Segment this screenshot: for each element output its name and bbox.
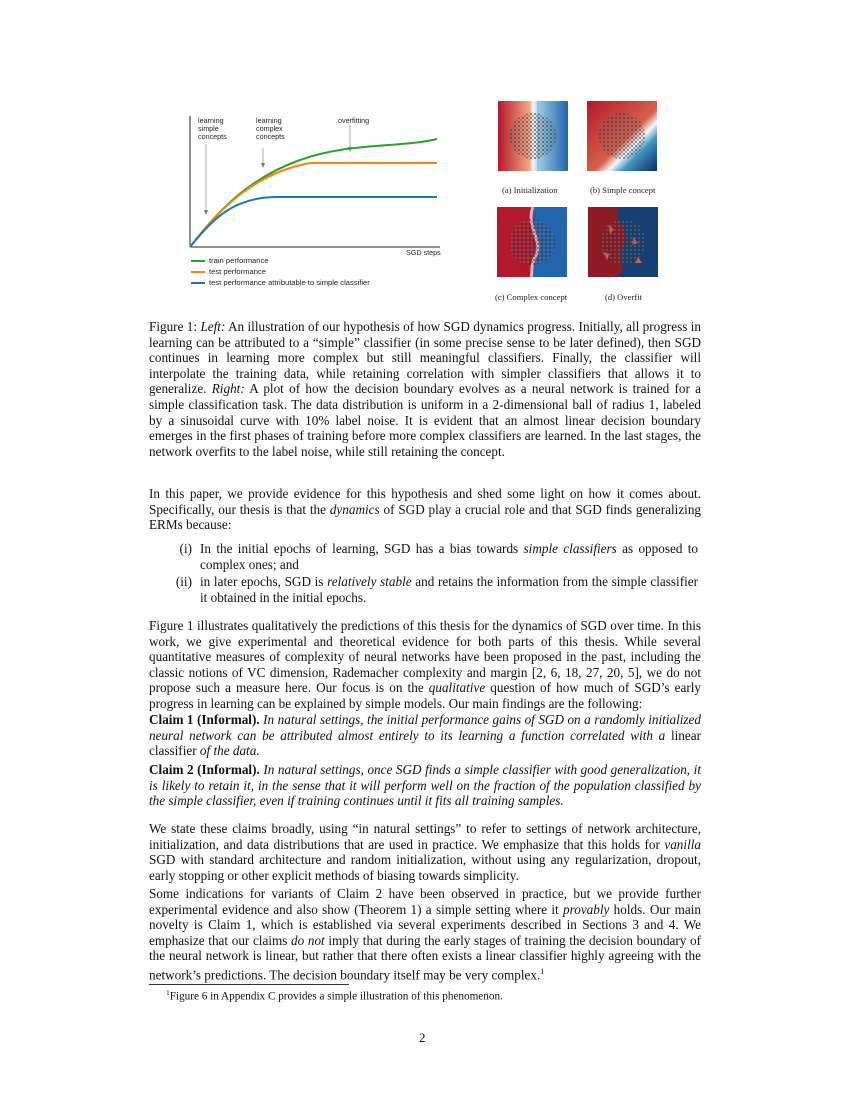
panel-label-a: (a) Initialization bbox=[502, 185, 558, 195]
list-i-b: as opposed to complex ones; and bbox=[200, 541, 699, 572]
figure-caption bbox=[149, 319, 701, 459]
footnote-ref[interactable]: 1 bbox=[540, 966, 545, 976]
claim1-tag: (Informal). bbox=[197, 712, 260, 727]
p2-text-a: Figure 1 illustrates qualitatively the predictions of this thesis for the dynamics of SGD over time. In this work, we give experimental and theoretical evidence for both parts of this thesis. While several quantitative measures of complexity of neural networks have been proposed in the past, including the classic notions of VC dimension, Rademacher complexity and margin [2, 6, 18, 27, 20, 5], we do not propose such a measure here. Our focus is on the bbox=[149, 618, 701, 696]
paragraph-4 bbox=[149, 886, 701, 983]
list-ii-em: relatively stable bbox=[327, 574, 412, 589]
footnote bbox=[166, 988, 503, 1003]
panel-label-b: (b) Simple concept bbox=[590, 185, 656, 195]
panel-simple-concept bbox=[587, 101, 657, 171]
caption-prefix: Figure 1: bbox=[149, 319, 198, 334]
legend-label-test: test performance bbox=[209, 267, 266, 276]
annotation-arrowhead-simple bbox=[204, 210, 208, 215]
panel-initialization bbox=[498, 101, 568, 171]
claim2-text: In natural settings, once SGD finds a simple classifier with good generalization, it is likely to retain it, in the sense that it will perform well on the fraction of the population classified by the simple classifier, even if training continues until it fits all training samples. bbox=[149, 762, 701, 809]
legend-swatch-simple bbox=[191, 282, 205, 284]
p4-text-c: imply that during the early stages of training the decision boundary of the neural network is linear, but rather that there often exists a linear classifier highly agreeing with the network’s predictions. The decision boundary itself may be very complex. bbox=[149, 932, 702, 983]
legend-label-simple: test performance attributable to simple classifier bbox=[209, 278, 370, 287]
panel-label-c: (c) Complex concept bbox=[495, 292, 568, 302]
p2-text-b: question of how much of SGD’s early progress in learning can be explained by simple models. Our main findings are the following: bbox=[149, 680, 702, 711]
train-performance-curve bbox=[190, 139, 437, 247]
paragraph-2 bbox=[149, 618, 701, 712]
list-ii-b: and retains the information from the simple classifier it obtained in the initial epochs. bbox=[200, 574, 699, 605]
panel-label-d: (d) Overfit bbox=[605, 292, 642, 302]
claim-2 bbox=[149, 762, 701, 809]
claim1-title: Claim 1 bbox=[149, 712, 194, 727]
footnote-rule bbox=[149, 984, 349, 985]
list-i-em: simple classifiers bbox=[523, 541, 617, 556]
p1-text-a: In this paper, we provide evidence for this hypothesis and shed some light on how it comes about. Specifically, our thesis is that the bbox=[149, 486, 701, 517]
legend-test bbox=[191, 267, 266, 276]
claim2-title: Claim 2 bbox=[149, 762, 194, 777]
legend-label-train: train performance bbox=[209, 256, 269, 265]
list-text-ii bbox=[200, 574, 698, 605]
claim1-text-b: linear classifier bbox=[149, 727, 702, 759]
p4-text-b: holds. Our main novelty is Claim 1, which is established via several experiments described in Sections 3 and 4. We emphasize that our claims bbox=[149, 901, 701, 948]
claim2-tag: (Informal). bbox=[197, 762, 260, 777]
list-item-ii bbox=[168, 574, 708, 606]
p1-em: dynamics bbox=[329, 501, 380, 517]
caption-left-text: An illustration of our hypothesis of how SGD dynamics progress. Initially, all progress in learning can be attributed to a “simple” classifier (in some precise sense to be later defined), then SGD continues in learning more complex but still meaningful classifiers. Finally, the classifier will interpolate the training data, while retaining correlation with simpler classifiers that allows it to generalize. bbox=[149, 319, 701, 397]
page-number: 2 bbox=[419, 1030, 426, 1045]
footnote-text: Figure 6 in Appendix C provides a simple illustration of this phenomenon. bbox=[169, 990, 503, 1003]
p4-em2: do not bbox=[291, 932, 325, 948]
list-num-ii: (ii) bbox=[175, 574, 192, 589]
p4-text-a: Some indications for variants of Claim 2 have been observed in practice, but we provide further experimental evidence and also show (Theorem 1) a simple setting where it bbox=[149, 886, 701, 917]
list-i-a: In the initial epochs of learning, SGD has a bias towards bbox=[200, 541, 519, 556]
x-axis-label: SGD steps bbox=[406, 248, 441, 257]
p3-em: vanilla bbox=[664, 836, 701, 852]
claim1-text-c: of the data. bbox=[199, 743, 260, 759]
paragraph-1 bbox=[149, 486, 701, 533]
p3-text-a: We state these claims broadly, using “in natural settings” to refer to settings of network architecture, initialization, and data distributions that are used in practice. We emphasize that this holds for bbox=[149, 821, 701, 852]
legend-simple bbox=[191, 278, 370, 287]
annotation-learning-simple: learning simple concepts bbox=[198, 116, 227, 141]
list-text-i bbox=[200, 541, 698, 572]
test-performance-curve bbox=[190, 163, 437, 247]
paragraph-3 bbox=[149, 821, 701, 883]
annotation-overfitting: overfitting bbox=[338, 116, 370, 125]
claim1-text-a: In natural settings, the initial performance gains of SGD on a randomly initialized neural network can be attributed almost entirely to its learning a function correlated with a bbox=[149, 712, 702, 743]
p4-em1: provably bbox=[562, 901, 610, 917]
legend-swatch-test bbox=[191, 271, 205, 273]
annotation-learning-complex: learning complex concepts bbox=[256, 116, 285, 141]
legend-train bbox=[191, 256, 269, 265]
list-ii-a: in later epochs, SGD is bbox=[200, 574, 324, 589]
caption-right-text: A plot of how the decision boundary evolves as a neural network is trained for a simple classification task. The data distribution is uniform in a 2-dimensional ball of radius 1, labeled by a sinusoidal curve with 10% label noise. It is evident that an almost linear decision boundary emerges in the first phases of training before more complex classifiers are learned. In the last stages, the network overfits to the label noise, while still retaining the concept. bbox=[149, 381, 701, 459]
p2-em: qualitative bbox=[428, 680, 486, 696]
p1-text-b: of SGD play a crucial role and that SGD finds generalizing ERMs because: bbox=[149, 501, 702, 533]
footnote-mark: 1 bbox=[166, 988, 170, 997]
annotation-arrowhead-complex bbox=[261, 163, 265, 168]
legend-swatch-train bbox=[191, 260, 205, 262]
caption-right-word: Right: bbox=[211, 381, 245, 397]
panel-overfit bbox=[588, 207, 658, 277]
caption-left-word: Left: bbox=[200, 319, 226, 334]
claim-1 bbox=[149, 712, 701, 759]
list-item-i bbox=[168, 541, 708, 573]
p3-text-b: SGD with standard architecture and random initialization, without using any regularization, dropout, early stopping or other explicit methods of biasing towards simplicity. bbox=[149, 852, 701, 883]
panel-complex-concept bbox=[497, 207, 567, 277]
list-num-i: (i) bbox=[179, 541, 192, 556]
